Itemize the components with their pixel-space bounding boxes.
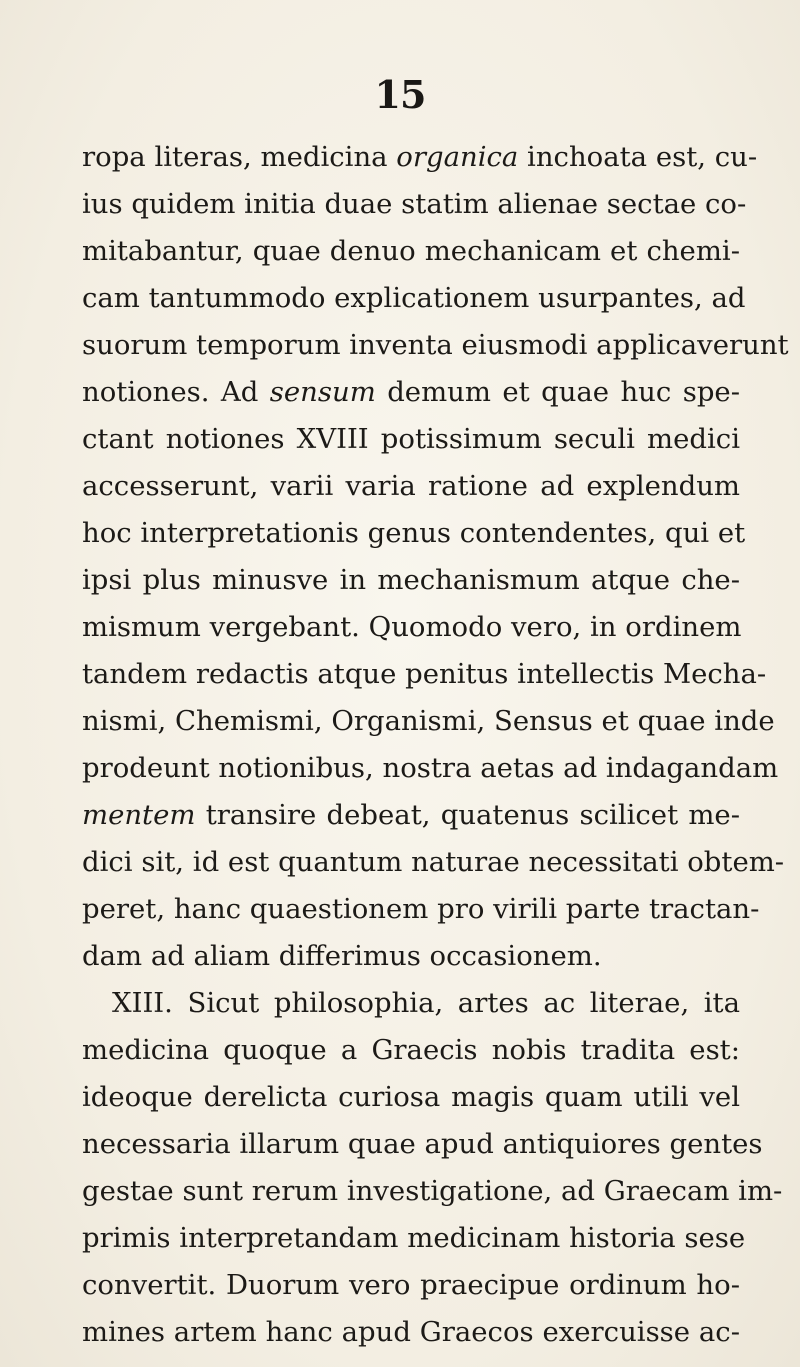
text-run: ctant notiones XVIII potissimum seculi medici bbox=[82, 423, 740, 455]
text-run: necessaria illarum quae apud antiquiores gentes bbox=[82, 1128, 763, 1160]
text-line bbox=[82, 1262, 740, 1309]
text-line bbox=[82, 510, 746, 557]
body-text bbox=[82, 134, 789, 1356]
italic-text: mentem bbox=[82, 799, 196, 831]
italic-text: organica bbox=[396, 141, 519, 173]
text-line bbox=[82, 181, 747, 228]
text-line bbox=[82, 1074, 740, 1121]
page-number: 15 bbox=[374, 72, 426, 117]
text-run: ideoque derelicta curiosa magis quam utili vel bbox=[82, 1081, 740, 1113]
text-line bbox=[82, 745, 779, 792]
text-run: demum et quae huc spe- bbox=[375, 376, 740, 408]
text-line bbox=[82, 886, 760, 933]
text-line bbox=[82, 463, 740, 510]
text-run: transire debeat, quatenus scilicet me- bbox=[195, 799, 740, 831]
italic-text: sensum bbox=[269, 376, 376, 408]
text-run: mines artem hanc apud Graecos exercuisse ac- bbox=[82, 1316, 740, 1348]
text-run: mitabantur, quae denuo mechanicam et chemi- bbox=[82, 235, 740, 267]
text-run: mismum vergebant. Quomodo vero, in ordinem bbox=[82, 611, 742, 643]
text-line bbox=[82, 557, 740, 604]
text-line bbox=[82, 933, 740, 980]
text-run: ipsi plus minusve in mechanismum atque che- bbox=[82, 564, 740, 596]
text-run: suorum temporum inventa eiusmodi applicaverunt bbox=[82, 329, 789, 361]
text-run: ius quidem initia duae statim alienae sectae co- bbox=[82, 188, 747, 220]
text-line bbox=[82, 698, 775, 745]
text-line bbox=[82, 1027, 740, 1074]
text-run: primis interpretandam medicinam historia sese bbox=[82, 1222, 746, 1254]
text-line bbox=[82, 651, 767, 698]
text-line bbox=[82, 275, 746, 322]
text-line bbox=[82, 792, 740, 839]
text-line bbox=[82, 1309, 740, 1356]
text-run: hoc interpretationis genus contendentes, qui et bbox=[82, 517, 746, 549]
text-run: peret, hanc quaestionem pro virili parte tractan- bbox=[82, 893, 760, 925]
text-line bbox=[82, 839, 785, 886]
text-line bbox=[82, 322, 789, 369]
text-run: medicina quoque a Graecis nobis tradita est: bbox=[82, 1034, 740, 1066]
text-run: tandem redactis atque penitus intellectis Mecha- bbox=[82, 658, 767, 690]
text-line bbox=[82, 1168, 783, 1215]
text-line bbox=[82, 604, 740, 651]
text-run: notiones. Ad bbox=[82, 376, 270, 408]
text-run: gestae sunt rerum investigatione, ad Graecam im- bbox=[82, 1175, 783, 1207]
text-run: prodeunt notionibus, nostra aetas ad indagandam bbox=[82, 752, 779, 784]
text-line bbox=[82, 228, 740, 275]
text-run: convertit. Duorum vero praecipue ordinum ho- bbox=[82, 1269, 740, 1301]
text-line bbox=[82, 1121, 763, 1168]
text-run: accesserunt, varii varia ratione ad explendum bbox=[82, 470, 740, 502]
text-run: cam tantummodo explicationem usurpantes, ad bbox=[82, 282, 746, 314]
text-run: inchoata est, cu- bbox=[518, 141, 758, 173]
text-run: ropa literas, medicina bbox=[82, 141, 397, 173]
text-run: XIII. Sicut philosophia, artes ac literae, ita bbox=[112, 987, 740, 1019]
text-line bbox=[82, 369, 740, 416]
text-run: nismi, Chemismi, Organismi, Sensus et quae inde bbox=[82, 705, 775, 737]
text-run: dam ad aliam differimus occasionem. bbox=[82, 940, 602, 972]
text-line bbox=[82, 1215, 746, 1262]
text-run: dici sit, id est quantum naturae necessitati obtem- bbox=[82, 846, 785, 878]
text-line bbox=[82, 980, 740, 1027]
text-line bbox=[82, 416, 740, 463]
text-line bbox=[82, 134, 758, 181]
